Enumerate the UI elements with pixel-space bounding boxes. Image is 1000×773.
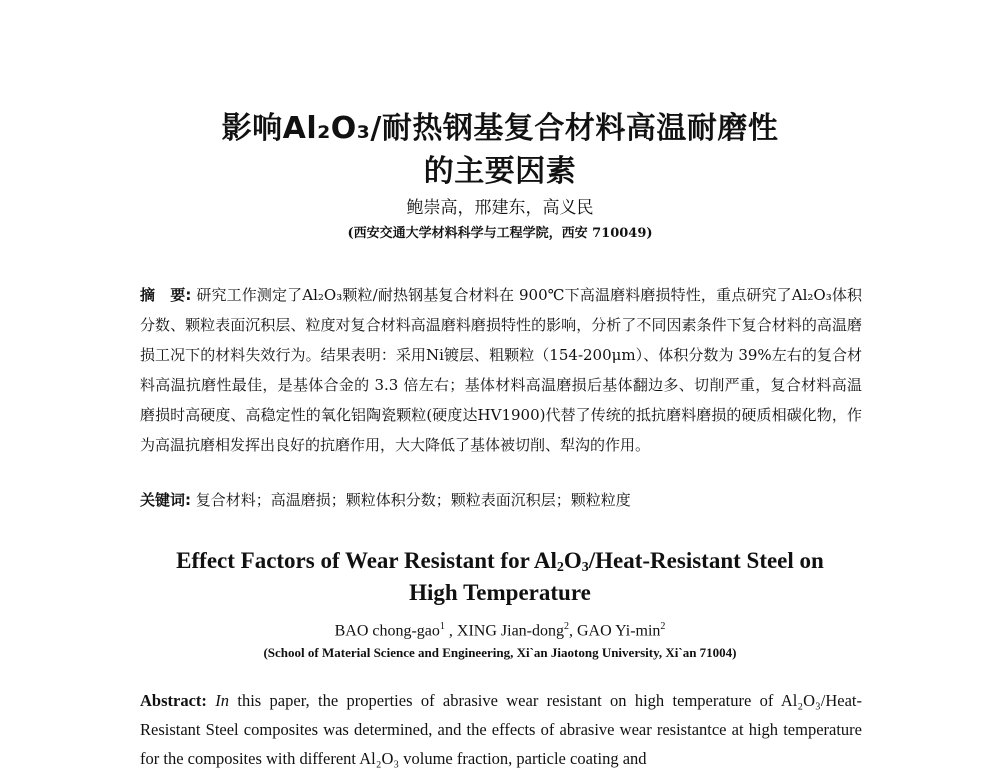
english-abstract-label: Abstract: bbox=[140, 691, 207, 710]
chinese-keywords-label: 关键词: bbox=[140, 491, 191, 509]
english-title-line-1 bbox=[0, 548, 1000, 576]
english-author-2: , XING Jian-dong bbox=[444, 622, 564, 640]
english-title-subscript-3: 3 bbox=[581, 560, 589, 575]
chinese-affiliation: (西安交通大学材料科学与工程学院，西安 710049) bbox=[347, 226, 653, 241]
chinese-title-line-1: 影响Al₂O₃/耐热钢基复合材料高温耐磨性 bbox=[221, 111, 779, 146]
chinese-abstract-text: 研究工作测定了Al₂O₃颗粒/耐热钢基复合材料在 900℃下高温磨料磨损特性，重点研究了Al₂O₃体积分数、颗粒表面沉积层、粒度对复合材料高温磨料磨损特性的影响，分析了不同因素条件下复合材料的高温磨损工况下的材料失效行为。结果表明：采用Ni镀层、粗颗粒（154-200μm）、体积分数为 39%左右的复合材料高温抗磨性最佳，是基体合金的 3.3 倍左右；基体材料高温磨损后基体翻边多、切削严重，复合材料高温磨损时高硬度、高稳定性的氧化铝陶瓷颗粒(硬度达HV1900)代替了传统的抵抗磨料磨损的硬质相碳化物，作为高温抗磨相发挥出良好的抗磨作用，大大降低了基体被切削、犁沟的作用。 bbox=[140, 286, 862, 454]
chinese-abstract bbox=[140, 280, 862, 460]
english-title-part-c: /Heat-Resistant Steel on bbox=[588, 548, 824, 573]
english-author-1: BAO chong-gao bbox=[334, 622, 440, 640]
english-title-part-b: O bbox=[563, 548, 582, 573]
author-1-affil-mark: 1 bbox=[439, 621, 445, 632]
author-2-affil-mark: 2 bbox=[564, 621, 569, 632]
english-authors bbox=[0, 621, 1000, 640]
chinese-title-line-2: 的主要因素 bbox=[423, 154, 577, 189]
english-abstract-first-word: In bbox=[215, 691, 230, 710]
english-title-part-a: Effect Factors of Wear Resistant for Al bbox=[176, 548, 557, 573]
chinese-abstract-label: 摘 要: bbox=[140, 286, 192, 304]
english-author-3: , GAO Yi-min bbox=[569, 622, 661, 640]
english-title-line-2: High Temperature bbox=[409, 580, 591, 605]
chinese-keywords-text: 复合材料；高温磨损；颗粒体积分数；颗粒表面沉积层；颗粒粒度 bbox=[195, 491, 631, 509]
english-abstract-text: this paper, the properties of abrasive wear resistant on high temperature of Al₂O₃/Heat-Resistant Steel composites was determined, and the effects of abrasive wear resistantce at high temperature for the composites with different Al₂O₃ volume fraction, particle coating and bbox=[140, 691, 862, 768]
chinese-authors: 鲍崇高，邢建东，高义民 bbox=[406, 198, 594, 218]
english-title-subscript-2: 2 bbox=[556, 560, 564, 575]
english-affiliation: (School of Material Science and Engineering, Xi`an Jiaotong University, Xi`an 71004) bbox=[263, 645, 737, 660]
chinese-keywords bbox=[140, 488, 862, 512]
author-3-affil-mark: 2 bbox=[660, 621, 666, 632]
